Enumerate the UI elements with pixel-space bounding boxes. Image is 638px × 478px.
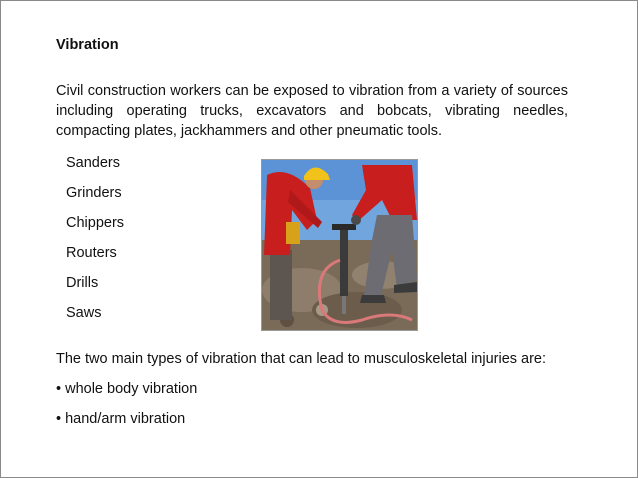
list-item: Saws <box>66 305 102 321</box>
list-item: Grinders <box>66 185 122 201</box>
list-item: Drills <box>66 275 99 291</box>
list-item: • hand/arm vibration <box>56 411 186 427</box>
list-item: Routers <box>66 245 117 261</box>
list-item: • whole body vibration <box>56 381 198 397</box>
intro-paragraph: Civil construction workers can be exposed to vibration from a variety of sources including operating trucks, excavators and bobcats, vibrating needles, compacting plates, jackhammers and other pneumatic tools. <box>56 83 568 139</box>
vibration-types-intro: The two main types of vibration that can lead to musculoskeletal injuries are: <box>56 351 547 367</box>
list-item: Chippers <box>66 215 125 231</box>
jackhammer-workers-photo <box>261 159 418 331</box>
list-item: Sanders <box>66 155 121 171</box>
vibration-types-list <box>56 379 197 439</box>
slide-title: Vibration <box>56 37 119 53</box>
tool-list <box>66 153 124 333</box>
